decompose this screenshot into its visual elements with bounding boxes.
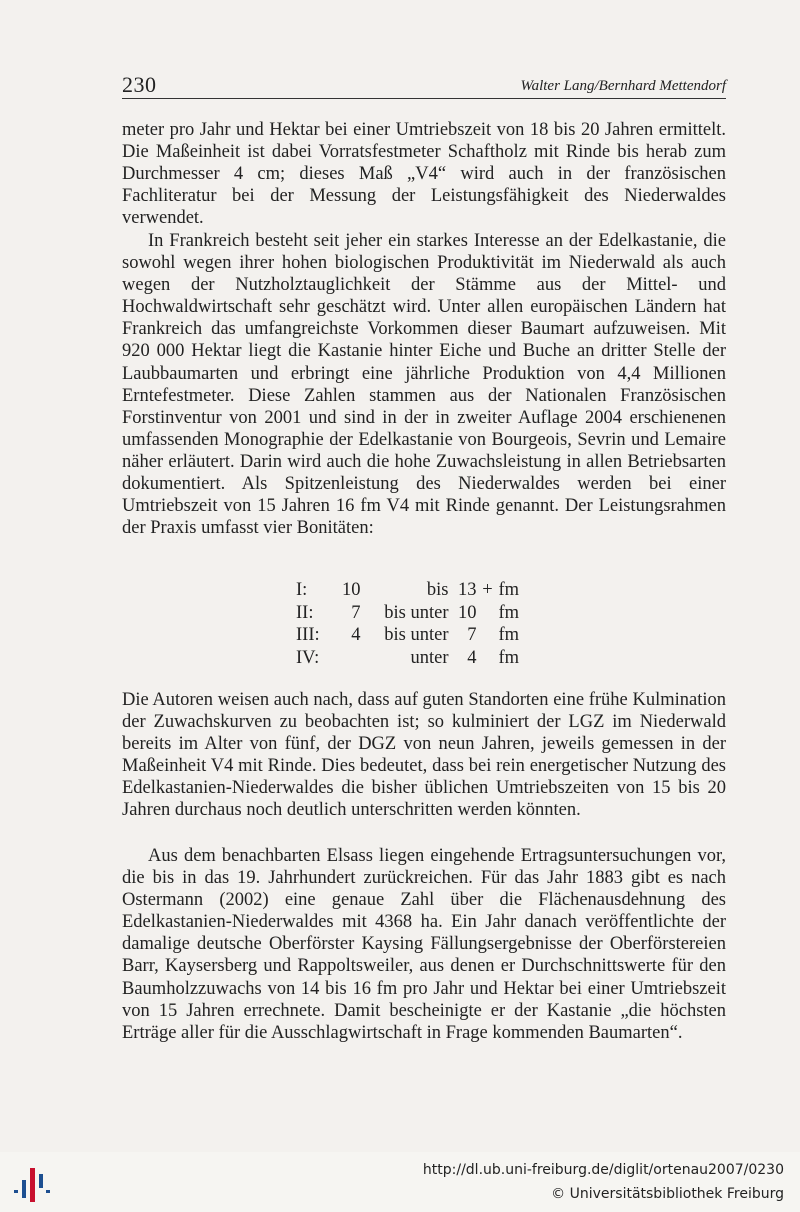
bonitaet-relation: bis <box>426 580 449 600</box>
paragraph-1: meter pro Jahr und Hektar bei einer Umtriebszeit von 18 bis 20 Jahren ermittelt. Die Maßeinheit ist dabei Vorratsfestmeter Schaftholz mit Rinde bis herab zum Durchmesser 4 cm; dieses Maß „V4“ wird auch in der französischen Fachliteratur bei der Messung der Leistungsfähigkeit des Niederwaldes verwendet. <box>122 120 726 229</box>
bonitaet-plus <box>477 648 499 671</box>
bonitaet-plus <box>477 603 499 626</box>
paragraph-3: Die Autoren weisen auch nach, dass auf guten Standorten eine frühe Kulmination der Zuwachskurven zu beobachten ist; so kulminiert der LGZ im Niederwald bereits im Alter von fünf, der DGZ von neun Jahren, jeweils gemessen in der Maßeinheit V4 mit Rinde. Dies bedeutet, dass bei rein energetischer Nutzung des Edelkastanien-Niederwaldes die bisher üblichen Umtriebszeiten von 15 bis 20 Jahren durchaus noch deutlich unterschritten werden könnten. <box>122 690 726 821</box>
bonitaet-from <box>342 648 361 671</box>
paragraph-2: In Frankreich besteht seit jeher ein starkes Interesse an der Edelkastanie, die sowohl wegen ihrer hohen biologischen Produktivität im Niederwald als auch wegen der Nutzholztauglichkeit der Stämme aus der Mittel- und Hochwaldwirtschaft sehr geschätzt wird. Unter allen europäischen Ländern hat Frankreich das umfangreichste Vorkommen dieser Baumart aufzuweisen. Mit 920 000 Hektar liegt die Kastanie hinter Eiche und Buche an dritter Stelle der Laubbaumarten und erbringt eine jährliche Produktion von 4,4 Millionen Erntefestmeter. Diese Zahlen stammen aus der Nationalen Französischen Forstinventur von 2001 und sind in der in zweiter Auflage 2004 erschienenen umfassenden Monographie der Edelkastanie von Bourgeois, Sevrin und Lemaire näher erläutert. Darin wird auch die hohe Zuwachsleistung in allen Betriebsarten dokumentiert. Als Spitzenleistung des Niederwaldes werden bei einer Umtriebszeit von 15 Jahren 16 fm V4 mit Rinde genannt. Der Leistungsrahmen der Praxis umfasst vier Bonitäten: <box>122 231 726 539</box>
table-row <box>296 648 527 671</box>
page-number: 230 <box>122 72 157 97</box>
bonitaet-to: 10 <box>458 602 477 623</box>
bonitaet-from: 7 <box>351 602 361 623</box>
bonitaet-table <box>296 580 527 670</box>
bonitaet-relation: bis unter <box>384 602 449 623</box>
table-row <box>296 603 527 626</box>
bonitaet-unit: fm <box>498 647 520 668</box>
bonitaet-relation: unter <box>410 647 449 668</box>
bonitaet-class: I: <box>296 580 308 600</box>
running-head: Walter Lang/Bernhard Mettendorf <box>520 78 726 94</box>
bonitaet-plus <box>477 625 499 648</box>
page-header <box>122 70 726 98</box>
logo-blue-dash <box>46 1190 50 1193</box>
bonitaet-class: IV: <box>296 647 320 668</box>
bonitaet-from: 4 <box>351 625 361 645</box>
bonitaet-class: II: <box>296 602 314 623</box>
footer-url-link[interactable]: http://dl.ub.uni-freiburg.de/diglit/ortenau2007/0230 <box>422 1162 784 1178</box>
table-row <box>296 625 527 648</box>
university-library-logo-icon <box>12 1164 52 1206</box>
footer-copyright: © Universitätsbibliothek Freiburg <box>551 1186 784 1202</box>
logo-red-bar <box>30 1168 35 1202</box>
bonitaet-to: 4 <box>467 647 477 668</box>
bonitaet-unit: fm <box>498 625 520 645</box>
paragraph-4: Aus dem benachbarten Elsass liegen eingehende Ertragsuntersuchungen vor, die bis in das 19. Jahrhundert zurückreichen. Für das Jahr 1883 gibt es nach Ostermann (2002) eine genaue Zahl über die Flächenausdehnung des Edelkastanien-Niederwaldes mit 4368 ha. Ein Jahr danach veröffentlichte der damalige deutsche Oberförster Kaysing Fällungsergebnisse der Oberförstereien Barr, Kaysersberg und Rappoltsweiler, aus denen er Durchschnittswerte für den Baumholzzuwachs von 14 bis 16 fm pro Jahr und Hektar bei einer Umtriebszeit von 15 Jahren errechnete. Damit bescheinigte er der Kastanie „die höchsten Erträge aller für die Ausschlagwirtschaft in Frage kommenden Baumarten“. <box>122 846 726 1043</box>
footer <box>0 1152 800 1212</box>
bonitaet-plus: + <box>482 580 493 600</box>
header-rule <box>122 98 726 99</box>
bonitaet-from: 10 <box>342 580 361 600</box>
bonitaet-to: 13 <box>458 580 477 600</box>
bonitaet-unit: fm <box>498 580 520 600</box>
bonitaet-unit: fm <box>498 602 520 623</box>
logo-blue-dash <box>14 1190 18 1193</box>
bonitaet-class: III: <box>296 625 320 645</box>
logo-blue-bar <box>22 1180 26 1198</box>
bonitaet-relation: bis unter <box>384 625 449 645</box>
bonitaet-to: 7 <box>467 625 477 645</box>
table-row <box>296 580 527 603</box>
logo-blue-bar <box>39 1174 43 1188</box>
